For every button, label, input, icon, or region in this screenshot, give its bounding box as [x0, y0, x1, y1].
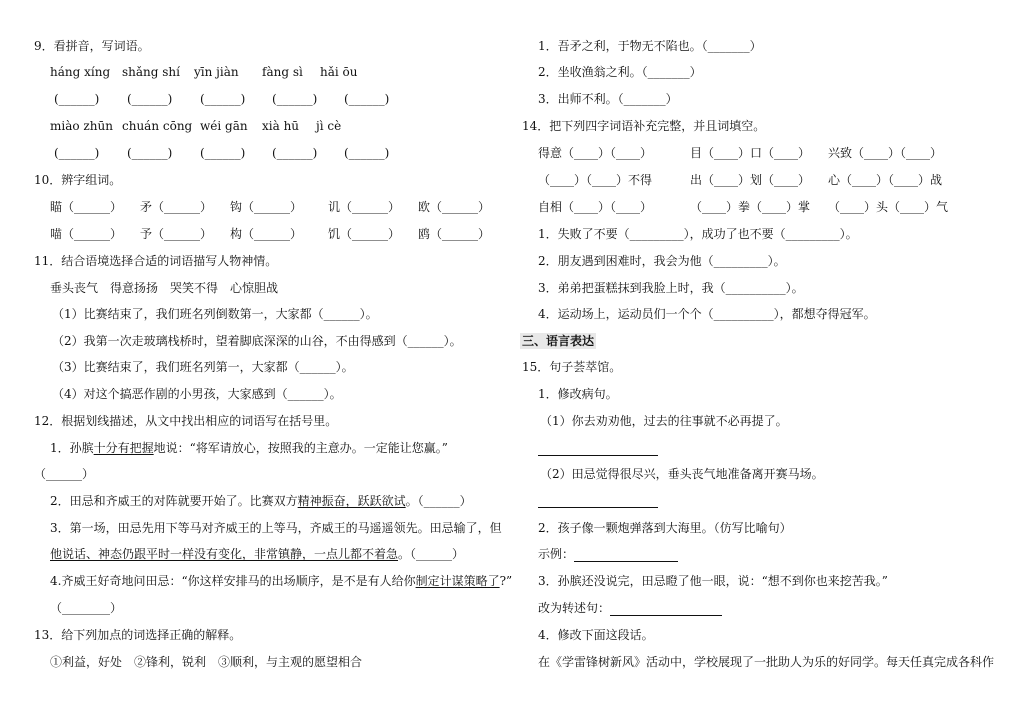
pinyin: háng xíng — [50, 65, 111, 79]
idiom-blank[interactable]: 自相（____）（____） — [538, 200, 653, 214]
q11-sentence-1[interactable]: （1）比赛结束了，我们班名列倒数第一，大家都（______）。 — [52, 307, 378, 321]
q13-item-2[interactable]: 2．坐收渔翁之利。（_______） — [538, 65, 702, 79]
q13-title: 13．给下列加点的词选择正确的解释。 — [34, 628, 242, 642]
pinyin: yīn jiàn — [194, 65, 239, 79]
q11-sentence-2[interactable]: （2）我第一次走玻璃栈桥时，望着脚底深深的山谷，不由得感到（______）。 — [52, 334, 462, 348]
idiom-blank[interactable]: （____）头（____）气 — [828, 200, 949, 214]
q15-part-2: 2．孩子像一颗炮弹落到大海里。（仿写比喻句） — [538, 521, 792, 535]
section-heading: 三、语言表达 — [522, 334, 595, 348]
word-pair[interactable]: 构（______） — [230, 227, 303, 241]
answer-blank[interactable]: (______) — [344, 146, 390, 160]
q15-part-1-sentence-2: （2）田忌觉得很尽兴，垂头丧气地准备离开赛马场。 — [540, 467, 824, 481]
answer-blank[interactable]: (______) — [54, 92, 100, 106]
q11-sentence-3[interactable]: （3）比赛结束了，我们班名列第一，大家都（______）。 — [52, 360, 354, 374]
q15-part-4-text: 在《学雷锋树新风》活动中，学校展现了一批助人为乐的好同学。每天任真完成各科作 — [538, 655, 995, 669]
q12-sentence-4: 4.齐威王好奇地问田忌：“你这样安排马的出场顺序，是不是有人给你制定计谋策略了?” — [50, 574, 513, 588]
answer-line[interactable] — [538, 506, 658, 508]
answer-blank[interactable]: (______) — [344, 92, 390, 106]
q13-item-3[interactable]: 3．出师不利。（_______） — [538, 92, 678, 106]
q12-title: 12．根据划线描述，从文中找出相应的词语写在括号里。 — [34, 414, 338, 428]
pinyin: hǎi ōu — [320, 65, 358, 79]
q13-options: ①利益，好处 ②锋利，锐利 ③顺利，与主观的愿望相合 — [50, 655, 363, 669]
pinyin: wéi gān — [200, 119, 248, 133]
q14-sentence-3[interactable]: 3．弟弟把蛋糕抹到我脸上时，我（__________）。 — [538, 281, 804, 295]
q12-blank-1[interactable]: （______） — [34, 467, 95, 481]
q14-sentence-4[interactable]: 4．运动场上，运动员们一个个（__________），都想夺得冠军。 — [538, 307, 876, 321]
answer-blank[interactable]: (______) — [272, 146, 318, 160]
word-pair[interactable]: 钩（______） — [230, 200, 303, 214]
q13-item-1[interactable]: 1．吾矛之利，于物无不陷也。（_______） — [538, 39, 762, 53]
answer-line[interactable] — [574, 560, 678, 562]
answer-blank[interactable]: (______) — [272, 92, 318, 106]
idiom-blank[interactable]: （____）拳（____）掌 — [690, 200, 811, 214]
answer-blank[interactable]: (______) — [127, 146, 173, 160]
word-pair[interactable]: 矛（______） — [140, 200, 213, 214]
idiom-blank[interactable]: 出（____）划（____） — [690, 173, 811, 187]
answer-blank[interactable]: (______) — [200, 146, 246, 160]
idiom-blank[interactable]: 心（____）（____）战 — [828, 173, 943, 187]
q9-title: 9．看拼音，写词语。 — [34, 39, 150, 53]
answer-blank[interactable]: (______) — [127, 92, 173, 106]
q14-sentence-2[interactable]: 2．朋友遇到困难时，我会为他（_________）。 — [538, 254, 786, 268]
q11-title: 11．结合语境选择合适的词语描写人物神情。 — [34, 254, 278, 268]
word-pair[interactable]: 瞄（______） — [50, 200, 123, 214]
q11-sentence-4[interactable]: （4）对这个搞恶作剧的小男孩，大家感到（______）。 — [52, 387, 342, 401]
q15-part-2-label: 示例： — [538, 547, 575, 561]
word-pair[interactable]: 予（______） — [140, 227, 213, 241]
word-pair[interactable]: 讥（______） — [328, 200, 401, 214]
word-pair[interactable]: 鸥（______） — [418, 227, 491, 241]
q12-sentence-1: 1．孙膑十分有把握地说：“将军请放心，按照我的主意办。一定能让您赢。” — [50, 441, 448, 455]
q10-title: 10．辨字组词。 — [34, 173, 122, 187]
idiom-blank[interactable]: 兴致（____）（____） — [828, 146, 943, 160]
q12-sentence-2: 2．田忌和齐威王的对阵就要开始了。比赛双方精神振奋，跃跃欲试。（______） — [50, 494, 472, 508]
idiom-blank[interactable]: 得意（____）（____） — [538, 146, 653, 160]
pinyin: chuán cōng — [122, 119, 193, 133]
answer-blank[interactable]: (______) — [54, 146, 100, 160]
answer-line[interactable] — [610, 614, 722, 616]
pinyin: xià hū — [262, 119, 300, 133]
q15-part-4: 4．修改下面这段话。 — [538, 628, 654, 642]
idiom-blank[interactable]: （____）（____）不得 — [538, 173, 653, 187]
answer-blank[interactable]: (______) — [200, 92, 246, 106]
q12-sentence-3a: 3．第一场，田忌先用下等马对齐威王的上等马，齐威王的马遥遥领先。田忌输了，但 — [50, 521, 502, 535]
pinyin: jì cè — [316, 119, 342, 133]
pinyin: fàng sì — [262, 65, 303, 79]
q15-part-3: 3．孙膑还没说完，田忌瞪了他一眼，说：“想不到你也来挖苦我。” — [538, 574, 888, 588]
q14-title: 14．把下列四字词语补充完整，并且词填空。 — [522, 119, 766, 133]
answer-line[interactable] — [538, 454, 658, 456]
q12-blank-4[interactable]: （________） — [50, 601, 123, 615]
q15-part-1: 1．修改病句。 — [538, 387, 618, 401]
word-pair[interactable]: 饥（______） — [328, 227, 401, 241]
pinyin: shǎng shí — [122, 65, 180, 79]
q12-sentence-3b: 他说话、神态仍跟平时一样没有变化，非常镇静，一点儿都不着急。（______） — [50, 547, 465, 561]
pinyin: miào zhūn — [50, 119, 113, 133]
word-pair[interactable]: 欧（______） — [418, 200, 491, 214]
word-pair[interactable]: 喵（______） — [50, 227, 123, 241]
q15-title: 15．句子荟萃馆。 — [522, 360, 622, 374]
idiom-blank[interactable]: 目（____）口（____） — [690, 146, 811, 160]
q14-sentence-1[interactable]: 1．失败了不要（_________），成功了也不要（_________）。 — [538, 227, 858, 241]
q15-part-1-sentence-1: （1）你去劝劝他，过去的往事就不必再提了。 — [540, 414, 788, 428]
q15-part-3-label: 改为转述句： — [538, 601, 611, 615]
q11-options: 垂头丧气 得意扬扬 哭笑不得 心惊胆战 — [50, 281, 279, 295]
